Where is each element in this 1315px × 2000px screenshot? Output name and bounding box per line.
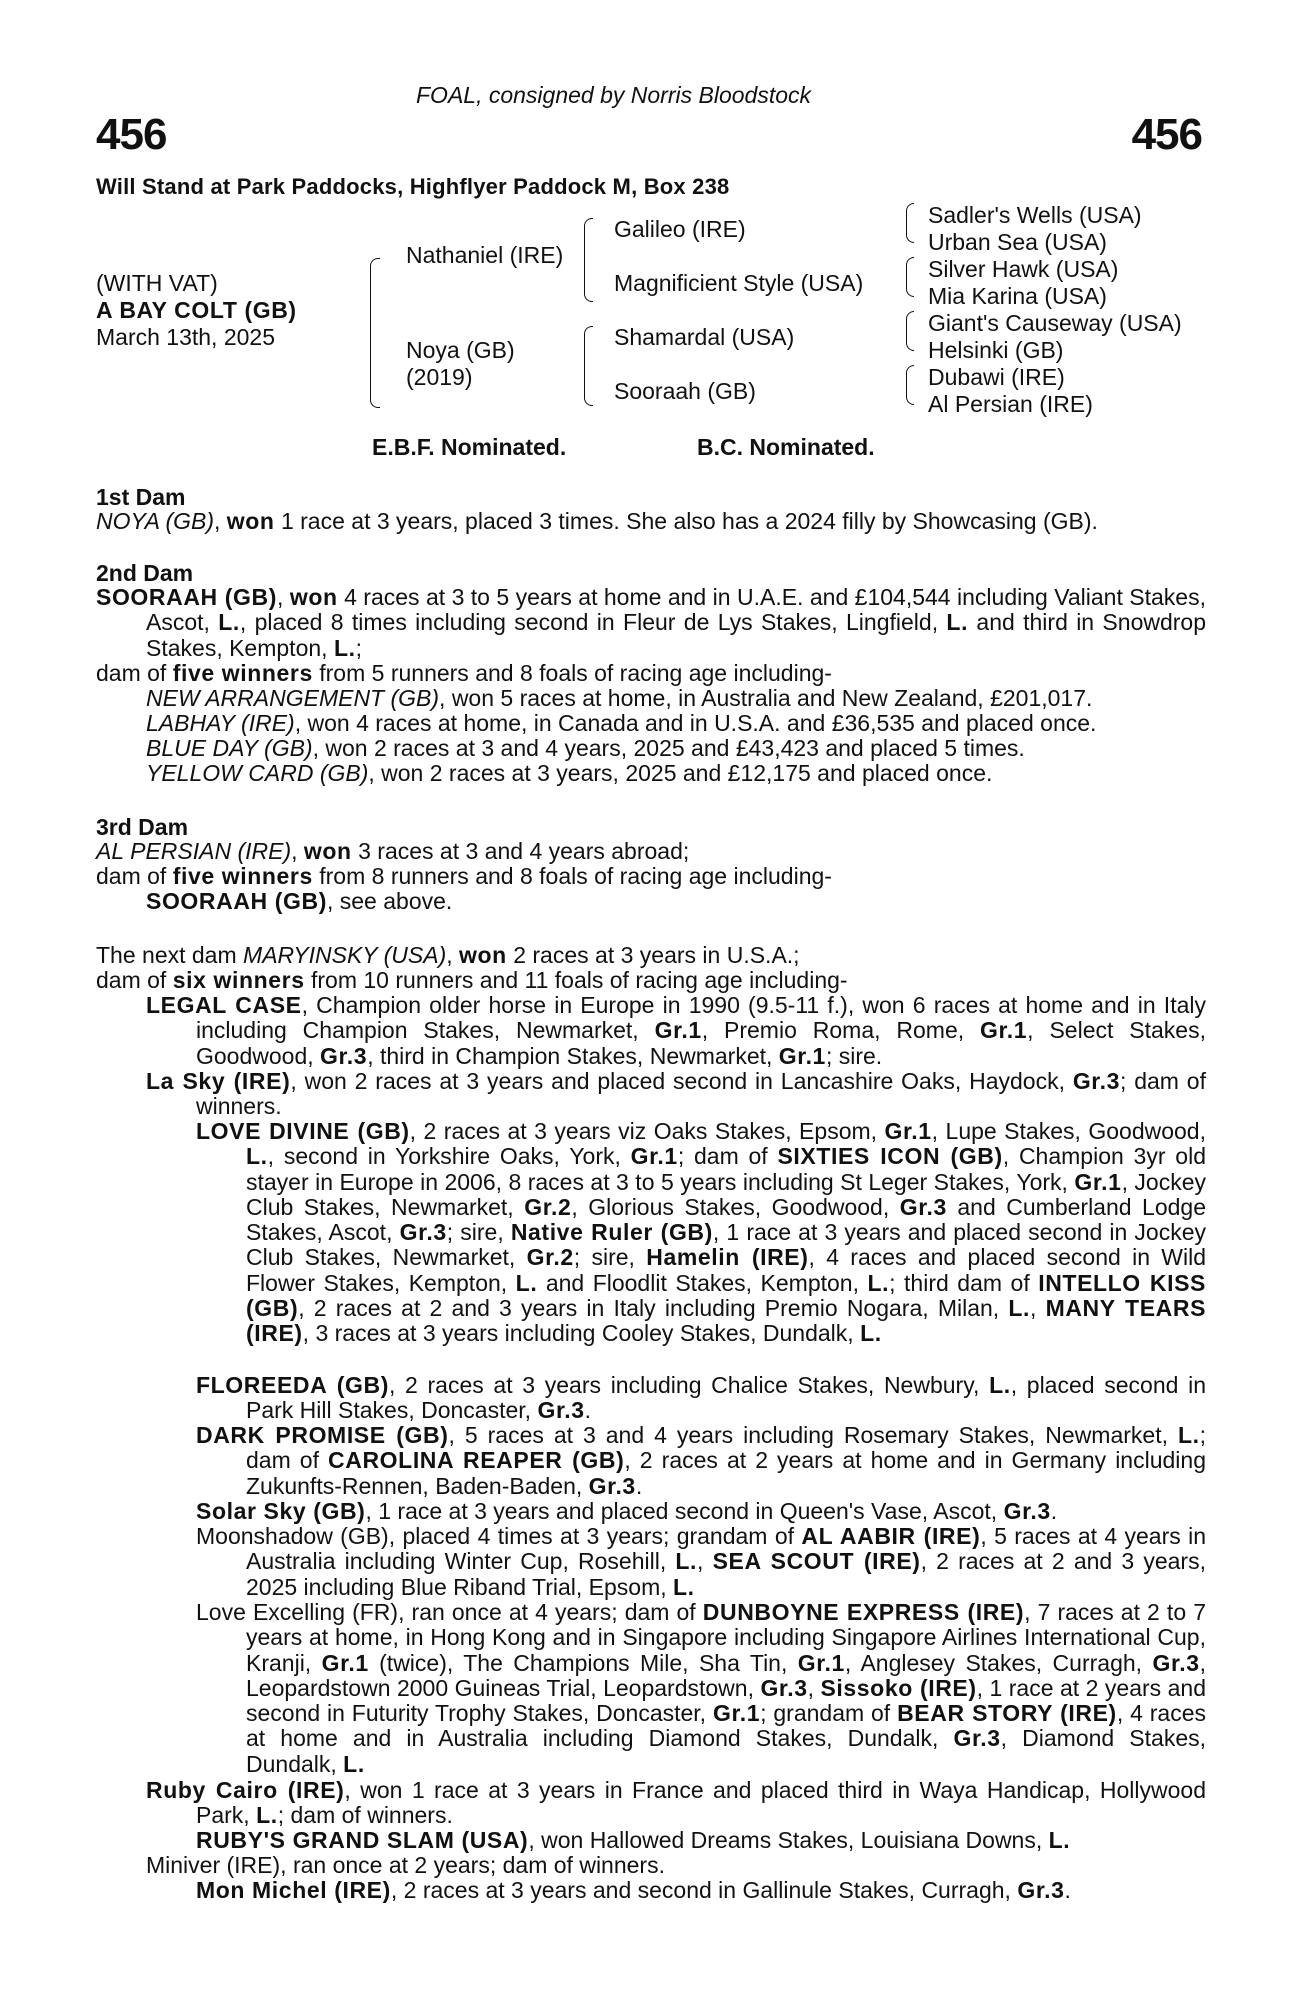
grandchild-love-excelling: Love Excelling (FR), ran once at 4 years; dam of DUNBOYNE EXPRESS (IRE), 7 races at 2 to 7 years at home, in Hong Kong and in Singapore including Singapore Airlines International Cup, Kranji, Gr.1 (twice), The Champions Mile, Sha Tin, Gr.1, Anglesey Stakes, Curragh, Gr.3, Leopardstown 2000 Guineas Trial, Leopardstown, Gr.3, Sissoko (IRE), 1 race at 2 years and second in Futurity Trophy Stakes, Doncaster, Gr.1; grandam of BEAR STORY (IRE), 4 races at home and in Australia including Diamond Stakes, Dundalk, Gr.3, Diamond Stakes, Dundalk, L. [196,1599,1207,1777]
next-dam-produce-intro: dam of six winners from 10 runners and 11 foals of racing age including- [96,967,848,993]
grandchild-mon-michel: Mon Michel (IRE), 2 races at 3 years and second in Gallinule Stakes, Curragh, Gr.3. [196,1877,1071,1903]
pedigree-ggp-3: Silver Hawk (USA) [928,256,1119,282]
first-dam-text: NOYA (GB), won 1 race at 3 years, placed 3 times. She also has a 2024 filly by Showcasing (GB). [96,508,1098,534]
second-dam-offspring-4: YELLOW CARD (GB), won 2 races at 3 years, 2025 and £12,175 and placed once. [146,760,993,786]
pedigree-sire-dam: Magnificient Style (USA) [614,270,864,296]
next-dam-offspring-la-sky: La Sky (IRE), won 2 races at 3 years and placed second in Lancashire Oaks, Haydock, Gr.3; dam of winners. [146,1068,1206,1120]
second-dam-offspring-1: NEW ARRANGEMENT (GB), won 5 races at home, in Australia and New Zealand, £201,017. [146,685,1093,711]
pedigree-brace-ggp-3 [906,311,914,351]
bc-nomination: B.C. Nominated. [697,434,875,460]
third-dam-produce-intro: dam of five winners from 8 runners and 8 foals of racing age including- [96,863,832,889]
ebf-nomination: E.B.F. Nominated. [372,434,567,460]
vat-note: (WITH VAT) [96,270,218,296]
grandchild-solar-sky: Solar Sky (GB), 1 race at 3 years and placed second in Queen's Vase, Ascot, Gr.3. [196,1498,1058,1524]
third-dam-text: AL PERSIAN (IRE), won 3 races at 3 and 4 years abroad; [96,838,690,864]
pedigree-brace-ggp-1 [906,203,914,243]
grandchild-floreeda: FLOREEDA (GB), 2 races at 3 years including Chalice Stakes, Newbury, L., placed second in Park Hill Stakes, Doncaster, Gr.3. [196,1372,1206,1424]
pedigree-ggp-5: Giant's Causeway (USA) [928,310,1182,336]
pedigree-dam-dam: Sooraah (GB) [614,378,756,404]
pedigree-sire-sire: Galileo (IRE) [614,216,746,242]
pedigree-brace-ggp-4 [906,365,914,405]
next-dam-offspring-legal-case: LEGAL CASE, Champion older horse in Europe in 1990 (9.5-11 f.), won 6 races at home and in Italy including Champion Stakes, Newmarket, Gr.1, Premio Roma, Rome, Gr.1, Select Stakes, Goodwood, Gr.3, third in Champion Stakes, Newmarket, Gr.1; sire. [146,992,1206,1069]
lot-title: A BAY COLT (GB) [96,297,297,323]
pedigree-sire: Nathaniel (IRE) [406,242,564,268]
pedigree-dam-year: (2019) [406,364,473,390]
next-dam-text: The next dam MARYINSKY (USA), won 2 races at 3 years in U.S.A.; [96,942,800,968]
stand-location: Will Stand at Park Paddocks, Highflyer Paddock M, Box 238 [96,174,730,199]
grandchild-love-divine: LOVE DIVINE (GB), 2 races at 3 years viz Oaks Stakes, Epsom, Gr.1, Lupe Stakes, Goodwood, L., second in Yorkshire Oaks, York, Gr.1; dam of SIXTIES ICON (GB), Champion 3yr old stayer in Europe in 2006, 8 races at 3 to 5 years including St Leger Stakes, York, Gr.1, Jockey Club Stakes, Newmarket, Gr.2, Glorious Stakes, Goodwood, Gr.3 and Cumberland Lodge Stakes, Ascot, Gr.3; sire, Native Ruler (GB), 1 race at 3 years and placed second in Jockey Club Stakes, Newmarket, Gr.2; sire, Hamelin (IRE), 4 races and placed second in Wild Flower Stakes, Kempton, L. and Floodlit Stakes, Kempton, L.; third dam of INTELLO KISS (GB), 2 races at 2 and 3 years in Italy including Premio Nogara, Milan, L., MANY TEARS (IRE), 3 races at 3 years including Cooley Stakes, Dundalk, L. [196,1118,1207,1347]
pedigree-ggp-1: Sadler's Wells (USA) [928,202,1142,228]
pedigree-brace-sire [584,218,593,302]
pedigree-ggp-6: Helsinki (GB) [928,337,1064,363]
lot-number-right: 456 [1131,110,1202,159]
next-dam-offspring-ruby-cairo: Ruby Cairo (IRE), won 1 race at 3 years in France and placed third in Waya Handicap, Hollywood Park, L.; dam of winners. [146,1777,1206,1829]
third-dam-heading: 3rd Dam [96,814,189,840]
pedigree-dam: Noya (GB) [406,337,515,363]
second-dam-heading: 2nd Dam [96,560,194,586]
foaling-date: March 13th, 2025 [96,324,276,350]
consignor-line: FOAL, consigned by Norris Bloodstock [416,82,812,108]
grandchild-moonshadow: Moonshadow (GB), placed 4 times at 3 years; grandam of AL AABIR (IRE), 5 races at 4 years in Australia including Winter Cup, Rosehill, L., SEA SCOUT (IRE), 2 races at 2 and 3 years, 2025 including Blue Riband Trial, Epsom, L. [196,1523,1206,1600]
pedigree-brace-dam [584,326,593,406]
pedigree-ggp-4: Mia Karina (USA) [928,283,1107,309]
second-dam-produce-intro: dam of five winners from 5 runners and 8 foals of racing age including- [96,660,832,686]
pedigree-ggp-2: Urban Sea (USA) [928,229,1107,255]
second-dam-offspring-3: BLUE DAY (GB), won 2 races at 3 and 4 years, 2025 and £43,423 and placed 5 times. [146,735,1025,761]
pedigree-dam-sire: Shamardal (USA) [614,324,795,350]
pedigree-ggp-7: Dubawi (IRE) [928,364,1065,390]
pedigree-brace-ggp-2 [906,257,914,297]
second-dam-text: SOORAAH (GB), won 4 races at 3 to 5 years at home and in U.A.E. and £104,544 including Valiant Stakes, Ascot, L., placed 8 times including second in Fleur de Lys Stakes, Lingfield, L. and third in Snowdrop Stakes, Kempton, L.; [96,584,1206,661]
second-dam-offspring-2: LABHAY (IRE), won 4 races at home, in Canada and in U.S.A. and £36,535 and placed once. [146,710,1097,736]
lot-number-left: 456 [96,110,167,159]
first-dam-heading: 1st Dam [96,484,186,510]
third-dam-offspring-1: SOORAAH (GB), see above. [146,888,453,914]
grandchild-dark-promise: DARK PROMISE (GB), 5 races at 3 and 4 years including Rosemary Stakes, Newmarket, L.; dam of CAROLINA REAPER (GB), 2 races at 2 years at home and in Germany including Zukunfts-Rennen, Baden-Baden, Gr.3. [196,1422,1206,1499]
grandchild-rubys-grand-slam: RUBY'S GRAND SLAM (USA), won Hallowed Dreams Stakes, Louisiana Downs, L. [196,1827,1071,1853]
pedigree-brace-main [370,258,380,408]
next-dam-offspring-miniver: Miniver (IRE), ran once at 2 years; dam of winners. [146,1852,665,1878]
pedigree-ggp-8: Al Persian (IRE) [928,391,1093,417]
